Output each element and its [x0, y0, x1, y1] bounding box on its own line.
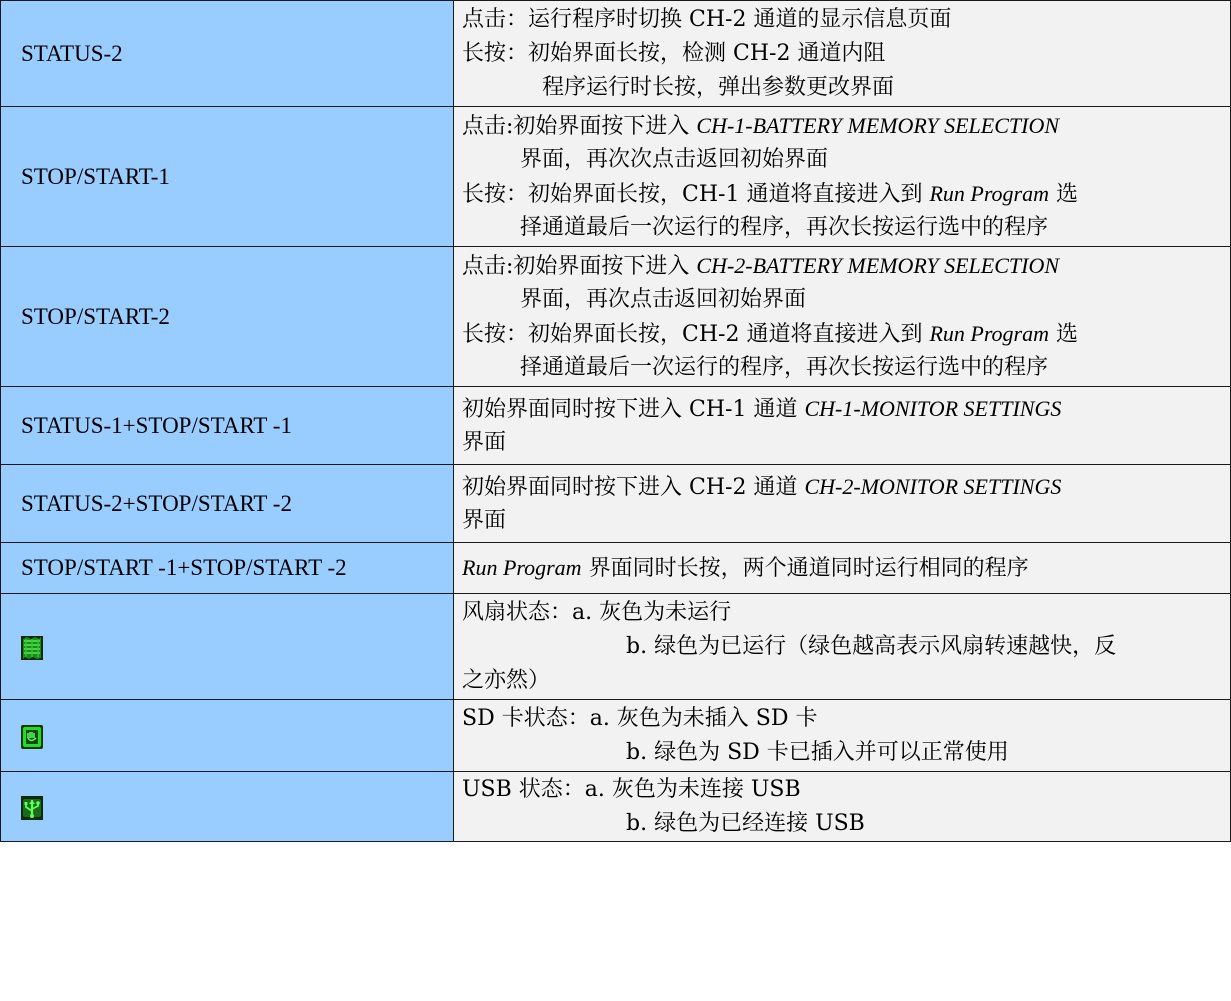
screen-name: CH-1-BATTERY MEMORY SELECTION: [696, 112, 1060, 138]
key-cell: [1, 772, 454, 842]
desc-cell: [454, 700, 1231, 772]
screen-name: CH-1-MONITOR SETTINGS: [804, 395, 1062, 421]
desc-cell: [454, 465, 1231, 543]
desc-line: 风扇状态：a. 灰色为未运行: [462, 599, 732, 625]
desc-line: 界面，再次次点击返回初始界面: [520, 146, 829, 172]
desc-line: 长按：初始界面长按，检测 CH-2 通道内阻: [462, 40, 886, 66]
desc-text: 初始界面同时按下进入 CH-1 通道: [462, 396, 805, 422]
screen-name: Run Program: [929, 180, 1050, 206]
screen-name: CH-2-BATTERY MEMORY SELECTION: [696, 252, 1060, 278]
desc-line: 界面，再次点击返回初始界面: [520, 286, 807, 312]
desc-line: [462, 551, 1230, 585]
desc-line: 程序运行时长按，弹出参数更改界面: [542, 74, 895, 100]
table-row: [1, 700, 1231, 772]
desc-line: [462, 249, 1230, 283]
desc-line: [462, 317, 1230, 351]
desc-line: [462, 109, 1230, 143]
desc-cell: [454, 247, 1231, 387]
table-row: [1, 772, 1231, 842]
key-cell: STATUS-2+STOP/START -2: [1, 465, 454, 543]
screen-name: Run Program: [462, 555, 582, 580]
desc-line: 界面: [462, 507, 507, 533]
key-cell: STOP/START-1: [1, 107, 454, 247]
key-cell: STOP/START-2: [1, 247, 454, 387]
desc-text: 长按：初始界面长按，CH-2 通道将直接进入到: [462, 321, 930, 347]
table-row: [1, 465, 1231, 543]
desc-line: 择通道最后一次运行的程序，再次长按运行选中的程序: [520, 214, 1049, 240]
desc-line: [462, 392, 1230, 426]
desc-line: 点击：运行程序时切换 CH-2 通道的显示信息页面: [462, 6, 952, 32]
table-row: [1, 247, 1231, 387]
desc-line: b. 绿色为 SD 卡已插入并可以正常使用: [626, 739, 1009, 765]
key-cell: STATUS-2: [1, 1, 454, 107]
desc-text: 选: [1049, 321, 1079, 347]
sd-card-status-icon: [21, 725, 43, 749]
table-row: [1, 1, 1231, 107]
key-cell: [1, 700, 454, 772]
desc-text: 点击:初始界面按下进入: [462, 253, 697, 279]
desc-text: 点击:初始界面按下进入: [462, 113, 697, 139]
desc-line: [462, 177, 1230, 211]
desc-line: 之亦然）: [462, 667, 551, 693]
desc-line: USB 状态：a. 灰色为未连接 USB: [462, 776, 801, 802]
key-cell: STOP/START -1+STOP/START -2: [1, 543, 454, 594]
key-cell: STATUS-1+STOP/START -1: [1, 387, 454, 465]
table-row: [1, 387, 1231, 465]
table-row: [1, 543, 1231, 594]
desc-cell: [454, 543, 1231, 594]
desc-line: SD 卡状态：a. 灰色为未插入 SD 卡: [462, 705, 818, 731]
desc-line: 界面: [462, 429, 507, 455]
screen-name: CH-2-MONITOR SETTINGS: [804, 473, 1062, 499]
desc-text: 界面同时长按，两个通道同时运行相同的程序: [581, 556, 1029, 581]
table-row: [1, 594, 1231, 700]
desc-cell: [454, 594, 1231, 700]
desc-line: 择通道最后一次运行的程序，再次长按运行选中的程序: [520, 354, 1049, 380]
desc-cell: [454, 107, 1231, 247]
desc-line: b. 绿色为已运行（绿色越高表示风扇转速越快，反: [626, 633, 1117, 659]
desc-text: 选: [1049, 181, 1079, 207]
desc-cell: [454, 387, 1231, 465]
desc-text: 长按：初始界面长按，CH-1 通道将直接进入到: [462, 181, 930, 207]
screen-name: Run Program: [929, 320, 1050, 346]
desc-cell: [454, 1, 1231, 107]
desc-line: [462, 470, 1230, 504]
usb-status-icon: [21, 796, 43, 820]
desc-cell: [454, 772, 1231, 842]
key-cell: [1, 594, 454, 700]
fan-status-icon: [21, 636, 43, 660]
table-row: [1, 107, 1231, 247]
desc-line: b. 绿色为已经连接 USB: [626, 810, 865, 836]
desc-text: 初始界面同时按下进入 CH-2 通道: [462, 474, 805, 500]
